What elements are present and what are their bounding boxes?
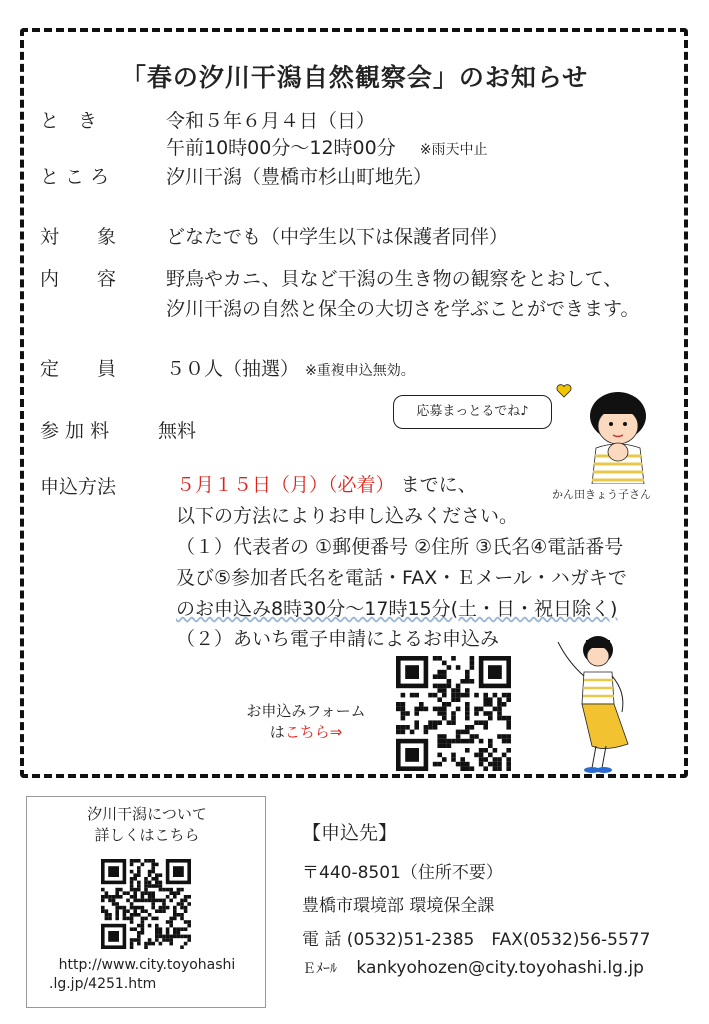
value-fee: 無料 <box>158 420 197 442</box>
apply-line-3: （１）代表者の ①郵便番号 ②住所 ③氏名④電話番号 <box>176 536 624 558</box>
deadline-suffix: までに、 <box>400 474 477 496</box>
character-name: かん田きょう子さん <box>552 488 651 501</box>
capacity-note: ※重複申込無効。 <box>305 363 415 379</box>
speech-bubble: 応募まっとるでね♪ <box>393 395 552 429</box>
apply-line-6: （２）あいち電子申請によるお申込み <box>176 628 500 650</box>
apply-line-5: のお申込み8時30分～17時15分(土・日・祝日除く) <box>176 598 618 620</box>
label-naiyo: 内 容 <box>40 268 117 290</box>
contact-heading: 【申込先】 <box>302 822 398 844</box>
contact-email[interactable]: kankyohozen@city.toyohashi.lg.jp <box>356 958 644 978</box>
rain-note: ※雨天中止 <box>419 142 488 158</box>
value-content-1: 野鳥やカニ、貝など干潟の生き物の観察をとおして、 <box>166 268 623 290</box>
info-url-line1[interactable]: http://www.city.toyohashi <box>58 957 236 973</box>
info-box-line2: 詳しくはこちら <box>94 826 200 844</box>
form-caption-line2 <box>226 721 386 742</box>
contact-postal: 〒440-8501（住所不要） <box>302 863 503 883</box>
info-box <box>26 796 266 1008</box>
capacity-text: ５０人（抽選） <box>166 358 300 380</box>
value-content-2: 汐川干潟の自然と保全の大切さを学ぶことができます。 <box>166 298 640 320</box>
info-url-line2[interactable]: .lg.jp/4251.htm <box>49 976 157 992</box>
value-capacity <box>166 354 415 381</box>
value-deadline <box>176 470 477 497</box>
label-toki: と き <box>40 110 98 132</box>
form-link[interactable]: こちら⇒ <box>284 723 343 741</box>
contact-email-label: Ｅﾒｰﾙ <box>302 961 337 977</box>
value-time <box>166 133 488 160</box>
label-sankaryo: 参 加 料 <box>40 420 110 442</box>
contact-dept: 豊橋市環境部 環境保全課 <box>302 896 495 916</box>
form-caption-prefix: は <box>269 723 285 741</box>
character-illustration-2 <box>548 632 640 777</box>
contact-email-row <box>302 958 644 978</box>
contact-phone: 電 話 (0532)51-2385 FAX(0532)56-5577 <box>302 930 651 950</box>
value-place: 汐川干潟（豊橋市杉山町地先） <box>166 166 433 188</box>
page-title: 「春の汐川干潟自然観察会」のお知らせ <box>120 63 589 92</box>
value-date: 令和５年６月４日（日） <box>166 110 376 132</box>
deadline-date: ５月１５日（月）（必着） <box>176 474 395 496</box>
label-taisho: 対 象 <box>40 226 117 248</box>
info-box-line1: 汐川干潟について <box>87 805 207 823</box>
info-qr-code[interactable] <box>101 859 191 949</box>
value-target: どなたでも（中学生以下は保護者同伴） <box>166 226 509 248</box>
form-caption-line1: お申込みフォーム <box>246 702 366 720</box>
form-caption <box>226 700 386 742</box>
label-moushikomi: 申込方法 <box>40 476 117 498</box>
apply-line-4: 及び⑤参加者氏名を電話・FAX・Ｅメール・ハガキで <box>176 567 627 589</box>
label-tokoro: と こ ろ <box>40 166 110 188</box>
label-teiin: 定 員 <box>40 358 117 380</box>
character-illustration-1 <box>570 388 665 484</box>
apply-line-2: 以下の方法によりお申し込みください。 <box>176 505 519 527</box>
form-qr-code[interactable] <box>396 656 511 771</box>
time-text: 午前10時00分～12時00分 <box>166 137 396 159</box>
